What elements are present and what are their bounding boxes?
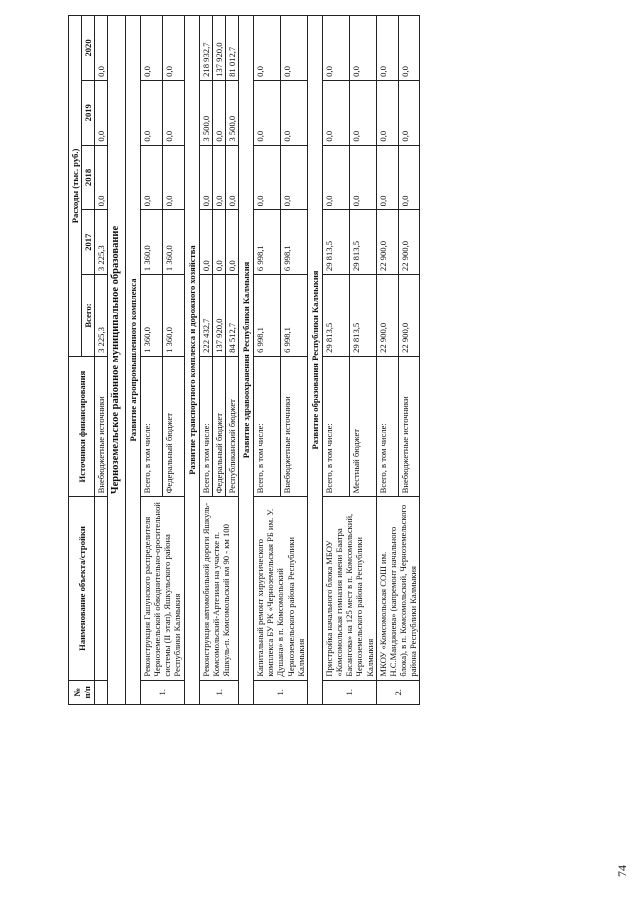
cell-value: 22 900,0 bbox=[398, 210, 420, 275]
object-number: 1. bbox=[140, 680, 184, 704]
cell-value: 0,0 bbox=[212, 145, 225, 210]
header-2017: 2017 bbox=[82, 210, 95, 275]
cell-value: 0,0 bbox=[225, 145, 238, 210]
cell-value: 0,0 bbox=[140, 80, 162, 145]
header-2020: 2020 bbox=[82, 16, 95, 81]
cell-value: 0,0 bbox=[162, 145, 184, 210]
header-total: Всего: bbox=[82, 275, 95, 357]
cell-value: 0,0 bbox=[212, 80, 225, 145]
cell-source: Всего, в том числе: bbox=[254, 356, 281, 496]
cell-value: 0,0 bbox=[162, 80, 184, 145]
cell-source: Внебюджетные источники bbox=[398, 356, 420, 496]
header-2018: 2018 bbox=[82, 145, 95, 210]
cell-value: 6 998,1 bbox=[254, 210, 281, 275]
table-row bbox=[199, 16, 212, 705]
section-row bbox=[125, 16, 140, 705]
cell-value: 0,0 bbox=[398, 145, 420, 210]
section-row bbox=[307, 16, 322, 705]
object-name: Капитальный ремонт хирургического комплекса БУ РК «Черноземельская РБ им. У. Душана» в п. Комсомольский Черноземельского района Республики Калмыкия bbox=[254, 497, 308, 680]
cell-value: 0,0 bbox=[376, 80, 398, 145]
cell-value: 222 432,7 bbox=[199, 275, 212, 357]
cell-value: 1 360,0 bbox=[140, 210, 162, 275]
cell-value: 0,0 bbox=[95, 16, 108, 81]
cell-value: 29 813,5 bbox=[349, 210, 376, 275]
cell-value: 0,0 bbox=[323, 80, 350, 145]
cell-value: 3 500,0 bbox=[199, 80, 212, 145]
table-header bbox=[69, 16, 95, 705]
table-row bbox=[254, 16, 281, 705]
municipality-row bbox=[108, 16, 125, 705]
cell-value: 0,0 bbox=[376, 16, 398, 81]
cell-value: 84 512,7 bbox=[225, 275, 238, 357]
cell-value: 0,0 bbox=[225, 210, 238, 275]
cell-value: 0,0 bbox=[254, 16, 281, 81]
table-row bbox=[95, 16, 108, 705]
cell-name bbox=[95, 497, 108, 680]
cell-value: 0,0 bbox=[349, 80, 376, 145]
cell-value: 1 360,0 bbox=[140, 275, 162, 357]
cell-value: 22 900,0 bbox=[376, 275, 398, 357]
cell-no bbox=[95, 680, 108, 704]
municipality-title: Черноземельское районное муниципальное образование bbox=[108, 16, 125, 705]
section-title: Развитие агропромышленного комплекса bbox=[125, 16, 140, 705]
cell-value: 0,0 bbox=[95, 80, 108, 145]
investment-table bbox=[68, 15, 420, 705]
object-name: Реконструкция Гашунского распределителя Черноземельской обводнительно-оросительной системы (II этап), Яшкульского района Республики Калмыкия bbox=[140, 497, 184, 680]
cell-value: 0,0 bbox=[140, 16, 162, 81]
object-number: 1. bbox=[254, 680, 308, 704]
header-2019: 2019 bbox=[82, 80, 95, 145]
cell-value: 0,0 bbox=[254, 80, 281, 145]
cell-value: 1 360,0 bbox=[162, 210, 184, 275]
cell-value: 0,0 bbox=[140, 145, 162, 210]
header-sources: Источники финансирования bbox=[69, 356, 95, 496]
cell-source: Внебюджетные источники bbox=[95, 356, 108, 496]
cell-value: 137 920,0 bbox=[212, 16, 225, 81]
cell-source: Всего, в том числе: bbox=[199, 356, 212, 496]
object-number: 1. bbox=[199, 680, 238, 704]
header-no: № п/п bbox=[69, 680, 95, 704]
section-row bbox=[184, 16, 199, 705]
cell-value: 22 900,0 bbox=[398, 275, 420, 357]
object-name: МКОУ «Комсомольская СОШ им. Н.С.Манджиева» (капремонт начального блока), в п. Комсомольский, Черноземельского района Республики Калмыкия bbox=[376, 497, 420, 680]
object-number: 1. bbox=[323, 680, 377, 704]
header-name: Наименование объекта/стройки bbox=[69, 497, 95, 680]
cell-source: Республиканский бюджет bbox=[225, 356, 238, 496]
cell-source: Всего, в том числе: bbox=[376, 356, 398, 496]
table-row bbox=[376, 16, 398, 705]
table-row bbox=[323, 16, 350, 705]
cell-value: 0,0 bbox=[199, 210, 212, 275]
cell-value: 0,0 bbox=[323, 145, 350, 210]
cell-source: Федеральный бюджет bbox=[212, 356, 225, 496]
header-expenses: Расходы (тыс. руб.) bbox=[69, 16, 82, 357]
cell-value: 0,0 bbox=[212, 210, 225, 275]
cell-value: 0,0 bbox=[281, 80, 308, 145]
object-name: Пристройка начального блока МБОУ «Комсомольская гимназия имени Баатра Басангова» на 125 мест в п. Комсомольский, Черноземельского района Республики Калмыкия bbox=[323, 497, 377, 680]
cell-value: 6 998,1 bbox=[281, 275, 308, 357]
cell-value: 0,0 bbox=[349, 16, 376, 81]
cell-value: 29 813,5 bbox=[323, 210, 350, 275]
cell-value: 0,0 bbox=[281, 145, 308, 210]
object-number: 2. bbox=[376, 680, 420, 704]
cell-source: Федеральный бюджет bbox=[162, 356, 184, 496]
cell-value: 0,0 bbox=[398, 16, 420, 81]
section-title: Развитие образования Республики Калмыкия bbox=[307, 16, 322, 705]
cell-value: 0,0 bbox=[95, 145, 108, 210]
cell-value: 0,0 bbox=[323, 16, 350, 81]
section-title: Развитие транспортного комплекса и дорожного хозяйства bbox=[184, 16, 199, 705]
section-title: Развитие здравоохранения Республики Калмыкия bbox=[239, 16, 254, 705]
cell-value: 0,0 bbox=[162, 16, 184, 81]
cell-source: Всего, в том числе: bbox=[323, 356, 350, 496]
section-row bbox=[239, 16, 254, 705]
cell-value: 29 813,5 bbox=[349, 275, 376, 357]
cell-value: 0,0 bbox=[376, 145, 398, 210]
cell-value: 218 932,7 bbox=[199, 16, 212, 81]
cell-value: 0,0 bbox=[199, 145, 212, 210]
cell-value: 6 998,1 bbox=[281, 210, 308, 275]
cell-value: 6 998,1 bbox=[254, 275, 281, 357]
page-number: 74 bbox=[615, 865, 629, 877]
table-row bbox=[140, 16, 162, 705]
cell-value: 29 813,5 bbox=[323, 275, 350, 357]
object-name: Реконструкция автомобильной дороги Яшкуль-Комсомольский-Артезиан на участке п. Яшкуль-п. Комсомольский км 90 - км 100 bbox=[199, 497, 238, 680]
cell-source: Всего, в том числе: bbox=[140, 356, 162, 496]
cell-value: 22 900,0 bbox=[376, 210, 398, 275]
cell-value: 137 920,0 bbox=[212, 275, 225, 357]
cell-value: 3 225,3 bbox=[95, 210, 108, 275]
cell-value: 0,0 bbox=[281, 16, 308, 81]
cell-source: Внебюджетные источники bbox=[281, 356, 308, 496]
cell-value: 0,0 bbox=[398, 80, 420, 145]
cell-value: 81 012,7 bbox=[225, 16, 238, 81]
cell-source: Местный бюджет bbox=[349, 356, 376, 496]
cell-value: 0,0 bbox=[254, 145, 281, 210]
cell-value: 3 500,0 bbox=[225, 80, 238, 145]
table-body bbox=[95, 16, 420, 705]
cell-value: 0,0 bbox=[349, 145, 376, 210]
cell-value: 1 360,0 bbox=[162, 275, 184, 357]
cell-value: 3 225,3 bbox=[95, 275, 108, 357]
